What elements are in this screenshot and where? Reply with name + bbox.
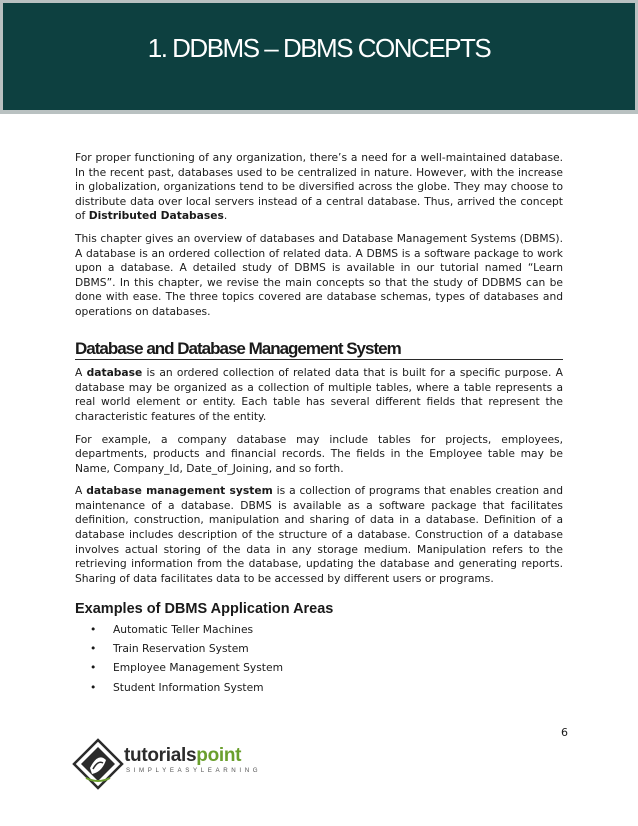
- chapter-banner: [0, 0, 638, 114]
- list-item: [75, 681, 563, 696]
- bullet-icon: •: [90, 642, 97, 656]
- intro-paragraph-2: This chapter gives an overview of databases and Database Management Systems (DBMS). A database is an ordered collection of related data. A DBMS is a software package to work upon a database. A detailed study of DBMS is available in our tutorial named “Learn DBMS”. In this chapter, we revise the main concepts so that the study of DDBMS can be done with ease. The three topics covered are database schemas, types of databases and operations on databases.: [75, 231, 563, 318]
- page-content: [75, 151, 563, 700]
- list-item-label: Student Information System: [113, 680, 264, 694]
- db-p3-rest: is a collection of programs that enables creation and maintenance of a database. DBMS is available as a software package that facilitates definition, construction, manipulation and sharing of data in a database. Definition of a database includes description of the structure of a database. Construction of a database involves actual storing of the data in any storage medium. Manipulation refers to the retrieving information from the database, updating the database and generating reports. Sharing of data facilitates data to be accessed by different users or programs.: [75, 484, 564, 585]
- database-definition-paragraph: [75, 366, 563, 424]
- page-number: 6: [561, 726, 568, 739]
- list-item-label: Employee Management System: [113, 661, 283, 675]
- list-item-label: Automatic Teller Machines: [113, 623, 254, 637]
- list-item: [75, 661, 563, 676]
- logo-brand: [124, 745, 241, 767]
- tutorialspoint-logo-icon: [72, 738, 124, 790]
- section-heading: Database and Database Management System: [75, 342, 563, 361]
- bullet-icon: •: [90, 680, 97, 694]
- bullet-icon: •: [90, 661, 97, 675]
- db-p3-start: A: [75, 484, 87, 498]
- logo-brand-part-b: point: [196, 745, 242, 766]
- list-item: [75, 623, 563, 638]
- intro-p1-text: For proper functioning of any organization, there’s a need for a well-maintained database. In the recent past, databases used to be centralized in nature. However, with the increase in globalization, organizations tend to be diversified across the globe. They may choose to distribute data over local servers instead of a central database. Thus, arrived the concept of: [75, 151, 563, 223]
- intro-paragraph-1: [75, 151, 563, 224]
- chapter-banner-inner: [3, 3, 635, 110]
- db-p1-rest: is an ordered collection of related data that is built for a specific purpose. A database may be organized as a collection of multiple tables, where a table represents a real world element or entity. Each table has several different fields that represent the characteristic features of the entity.: [75, 366, 563, 423]
- application-areas-list: [75, 623, 563, 695]
- tutorialspoint-logo: [72, 736, 262, 792]
- logo-tagline: SIMPLYEASYLEARNING: [126, 767, 262, 774]
- logo-brand-part-a: tutorials: [124, 745, 197, 766]
- bullet-icon: •: [90, 623, 97, 637]
- db-p1-start: A: [75, 366, 87, 380]
- examples-heading: Examples of DBMS Application Areas: [75, 601, 334, 618]
- dbms-definition-paragraph: [75, 484, 563, 586]
- chapter-title: 1. DDBMS – DBMS CONCEPTS: [147, 33, 491, 63]
- db-p1-bold: database: [86, 366, 143, 380]
- intro-p1-bold: Distributed Databases: [88, 209, 224, 223]
- db-p3-bold: database management system: [86, 484, 273, 498]
- example-paragraph: For example, a company database may include tables for projects, employees, departments, products and financial records. The fields in the Employee table may be Name, Company_Id, Date_of_Joining, and so forth.: [75, 432, 563, 475]
- list-item: [75, 642, 563, 657]
- list-item-label: Train Reservation System: [113, 642, 249, 656]
- intro-p1-end: .: [223, 209, 228, 223]
